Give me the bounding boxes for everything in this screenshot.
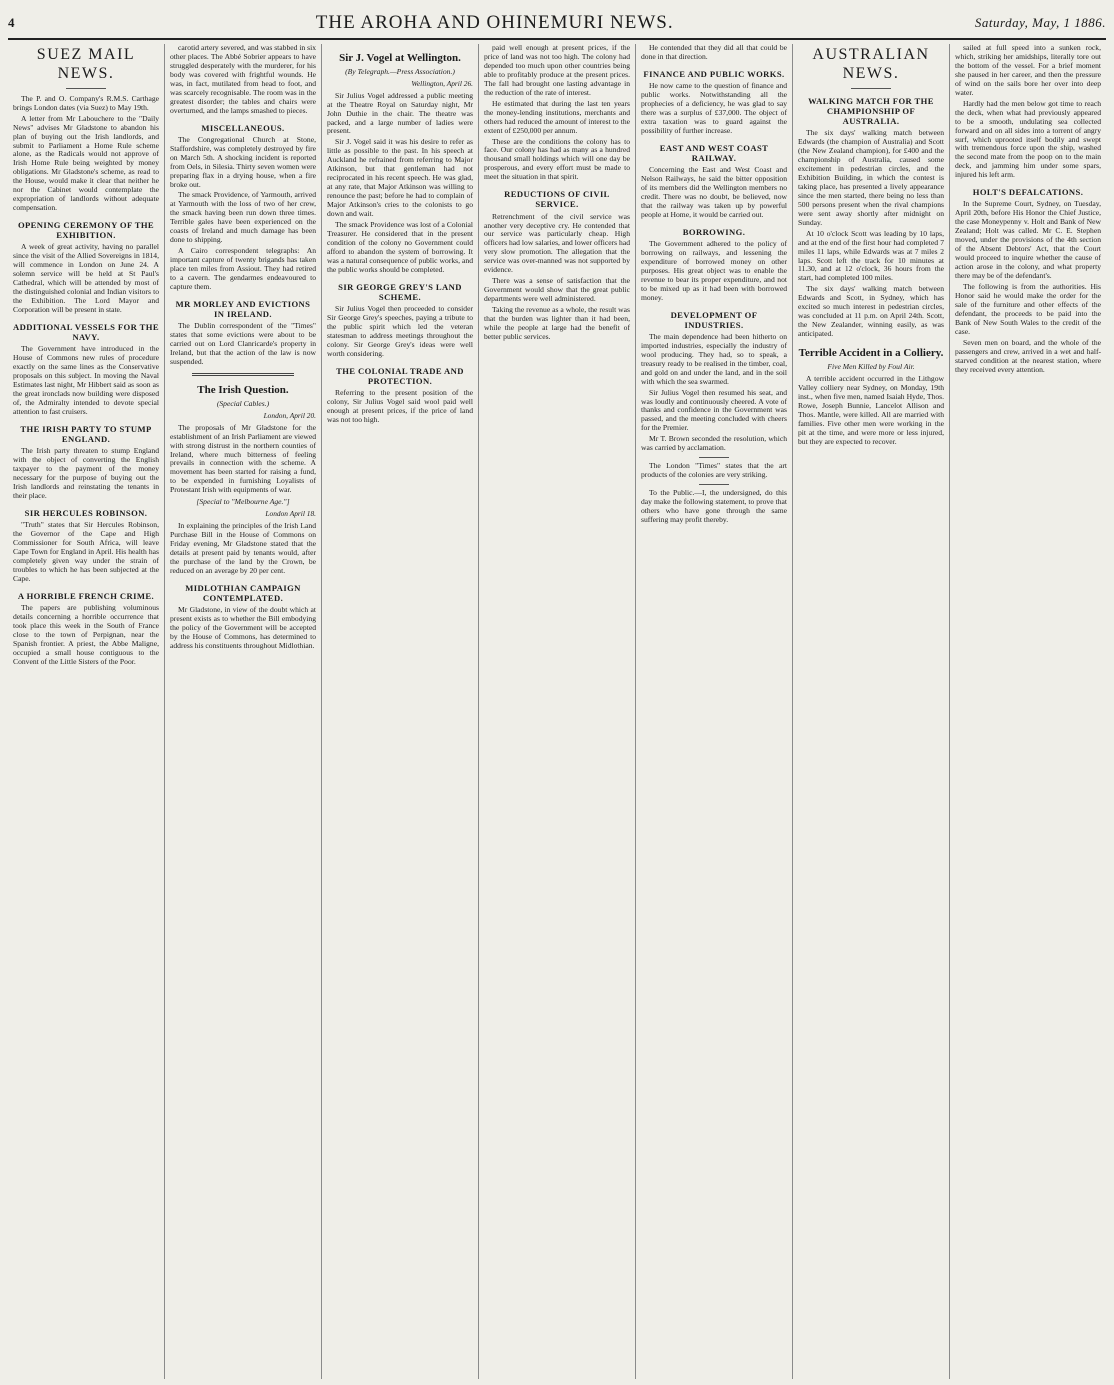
column-7 bbox=[950, 44, 1106, 1379]
page-columns bbox=[8, 44, 1106, 1379]
article-paragraph: In explaining the principles of the Irish Land Purchase Bill in the House of Commons on Friday evening, Mr Gladstone stated that the details at present paid by tenants would, after the purchase of the land by the Crown, be reduced on an average by 20 per cent. bbox=[170, 520, 316, 575]
article-paragraph: The London "Times" states that the art products of the colonies are very striking. bbox=[641, 461, 787, 480]
dateline: Wellington, April 26. bbox=[411, 78, 473, 88]
article-paragraph: A week of great activity, having no parallel since the visit of the Allied Sovereigns in 1814, will commence in London on June 24. A solemn service will be held at St Paul's Cathedral, which will be attended by most of the distinguished colonial and Indian visitors to the Exhibition. The Lord Mayor and Corporation will be present in state. bbox=[13, 242, 159, 315]
article-paragraph: Sir J. Vogel said it was his desire to refer as little as possible to the past. In his speech at Auckland he refrained from referring to Major Atkinson, but that gentleman had not reciprocated in his recent speech. He was glad, at any rate, that Major Atkinson was willing to renounce the past; before he had to complain of Major Atkinson's cries to the colonists to go down and wait. bbox=[327, 137, 473, 219]
article-paragraph: The following is from the authorities. His Honor said he would make the order for the sale of the furniture and other effects of the defendant, the proceeds to be paid into the Bank of New South Wales to the credit of the case. bbox=[955, 282, 1101, 336]
section-heading: HOLT'S DEFALCATIONS. bbox=[972, 187, 1084, 198]
article-paragraph: The Irish party threaten to stump England with the object of converting the English taxpayer to the payment of the money necessary for the purpose of buying out the Irish landlords and reinstating the tenants in their place. bbox=[13, 446, 159, 500]
section-heading: A HORRIBLE FRENCH CRIME. bbox=[17, 590, 155, 601]
column-3 bbox=[322, 44, 479, 1379]
section-heading: Terrible Accident in a Colliery. bbox=[798, 347, 944, 360]
article-paragraph: Mr T. Brown seconded the resolution, which was carried by acclamation. bbox=[641, 434, 787, 453]
column-1 bbox=[8, 44, 165, 1379]
article-paragraph: The Government have introduced in the House of Commons new rules of procedure exactly on the same lines as the Conservative proposals on this subject. In moving the Naval Estimates last night, Mr Hibbert said as soon as the great ironclads now building were disposed of, the Admiralty intended to devote special attention to fast cruisers. bbox=[13, 344, 159, 416]
article-paragraph: Retrenchment of the civil service was another very deceptive cry. He contended that our service was particularly cheap. High officers had low salaries, and lower officers had very slow promotion. The allegation that the service was over-manned was not supported by evidence. bbox=[484, 211, 630, 275]
section-heading: OPENING CEREMONY OF THE EXHIBITION. bbox=[17, 220, 155, 241]
article-paragraph: Sir Julius Vogel then proceeded to consider Sir George Grey's speeches, paying a tribute to the public spirit which led the veteran statesman to address meetings throughout the colony. Sir George Grey's ideas were well worth considering. bbox=[327, 304, 473, 358]
column-5 bbox=[636, 44, 793, 1379]
section-divider bbox=[699, 484, 729, 485]
article-paragraph: The main dependence had been hitherto on imported industries, especially the industry of wool producing. They had, so to speak, a treasury ready to be realised in the timber, coal, and gold on and under the land, and in the soil with which the sea swarmed. bbox=[641, 331, 787, 386]
section-heading: SIR HERCULES ROBINSON. bbox=[24, 507, 148, 518]
article-paragraph: Concerning the East and West Coast and Nelson Railways, he said the bitter opposition of its members did the Wellington members no credit. There was no doubt, be believed, now that the railway was taken up by powerful people at Home, it would be carried out. bbox=[641, 165, 787, 219]
article-paragraph: The smack Providence, of Yarmouth, arrived at Yarmouth with the loss of two of her crew, the smack having been run down three times. Terrible gales have been experienced on the coasts of Ireland and much damage has been done to shipping. bbox=[170, 190, 316, 245]
section-heading: EAST AND WEST COAST RAILWAY. bbox=[659, 142, 769, 163]
article-paragraph: The Congregational Church at Stone, Staffordshire, was completely destroyed by fire on March 5th. A shocking incident is reported from Oels, in Silesia. Thirty seven women were preparing flax in a drying house, when a fire broke out. bbox=[170, 134, 316, 189]
article-paragraph: A terrible accident occurred in the Lithgow Valley colliery near Sydney, on Monday, 19th inst., when five men, named Isaiah Hyde, Thos. Rowe, Joseph Bunnie, Lancelot Allison and Thos. Mantle, were killed. All are married with families. Five other men were working in the pit at the time, and were more or less injured, but they are expected to recover. bbox=[798, 374, 944, 446]
section-heading: WALKING MATCH FOR THE CHAMPIONSHIP OF AUSTRALIA. bbox=[808, 95, 934, 127]
section-heading: The Irish Question. bbox=[197, 384, 289, 397]
subheading: (Special Cables.) bbox=[216, 398, 270, 408]
section-heading: MISCELLANEOUS. bbox=[201, 122, 285, 133]
article-paragraph: paid well enough at present prices, if the price of land was not too high. The colony had depended too much upon other countries being able to profitably produce at the present prices. The fall had brought one lasting advantage in the reduction of the rate of interest. bbox=[484, 44, 630, 97]
header-rule bbox=[851, 88, 891, 89]
article-paragraph: Taking the revenue as a whole, the result was that the burden was lighter than it had been, while the people at large had the benefit of better public services. bbox=[484, 305, 630, 341]
article-paragraph: Referring to the present position of the colony, Sir Julius Vogel said wool paid well enough at present prices, if the price of land was not too high. bbox=[327, 388, 473, 424]
suez-mail-news-header: SUEZ MAIL NEWS. bbox=[36, 46, 136, 82]
column-4 bbox=[479, 44, 636, 1379]
article-paragraph: The Government adhered to the policy of borrowing on railways, and lessening the expenditure of borrowed money on other purposes. His great object was to enable the revenue to bear its proper expenditure, and not to be mixed up as it had been with borrowed money. bbox=[641, 238, 787, 302]
section-heading: SIR GEORGE GREY'S LAND SCHEME. bbox=[338, 281, 462, 302]
article-paragraph: The Dublin correspondent of the "Times" states that some evictions were about to be carried out on Lord Clanricarde's property in Ireland, but that the action of the law is now suspended. bbox=[170, 321, 316, 367]
article-paragraph: Seven men on board, and the whole of the passengers and crew, arrived in a wet and half-starved condition at the nearest station, where they received every attention. bbox=[955, 337, 1101, 374]
column-2 bbox=[165, 44, 322, 1379]
article-paragraph: The six days' walking match between Edwards (the champion of Australia) and Scott (the New Zealand champion), for £400 and the championship of Australia, caused some excitement in pedestrian circles, and the Exhibition Building, in which the contest is taking place, has presented a lively appearance since the men started, there being no less than 500 persons present when the rival champions were sent away shortly after midnight on Sunday. bbox=[798, 128, 944, 227]
section-heading: THE COLONIAL TRADE AND PROTECTION. bbox=[336, 365, 464, 386]
article-paragraph: Mr Gladstone, in view of the doubt which at present exists as to whether the Bill embodying the policy of the Government will be accepted by the House of Commons, has determined to address his constituents throughout Midlothian. bbox=[170, 604, 316, 650]
article-paragraph: sailed at full speed into a sunken rock, which, striking her amidships, literally tore out the bottom of the vessel. For a brief moment she paused in her career, and then the pressure of wind on the sails bore her over into deep water. bbox=[955, 44, 1101, 97]
article-paragraph: At 10 o'clock Scott was leading by 10 laps, and at the end of the first hour had completed 7 miles 11 laps, while Edwards was at 7 miles 2 laps. Scott left the track for 10 minutes at 11.30, and at 12 o'clock, 36 hours from the start, had completed 100 miles. bbox=[798, 228, 944, 283]
section-heading: FINANCE AND PUBLIC WORKS. bbox=[643, 68, 785, 79]
article-paragraph: Hardly had the men below got time to reach the deck, when what had previously appeared to be a smooth, undulating sea collected forward and on all sides into a torrent of angry surf, which uprooted itself bodily and swept with tremendous force upon the ship, washed the second mate from the poop on to the main deck, and jamming him under some spars, injured his left arm. bbox=[955, 98, 1101, 180]
section-divider bbox=[192, 373, 294, 376]
article-paragraph: In the Supreme Court, Sydney, on Tuesday, April 20th, before His Honor the Chief Justice, the case Moneypenny v. Holt and Bank of New Zealand; Holt was called. Mr C. E. Stephen moved, under the provisions of the 4th section of the Absent Debtors' Act, that the Court would proceed to inquire whether the cause of action arose in the colony, and what property there may be of the defendant's. bbox=[955, 199, 1101, 281]
column-6 bbox=[793, 44, 950, 1379]
article-paragraph: He contended that they did all that could be done in that direction. bbox=[641, 44, 787, 61]
article-paragraph: There was a sense of satisfaction that the Government would show that the great public departments were well administered. bbox=[484, 276, 630, 304]
section-heading: BORROWING. bbox=[682, 226, 746, 237]
subheading: Five Men Killed by Foul Air. bbox=[827, 362, 915, 372]
article-paragraph: He now came to the question of finance and public works. Notwithstanding all the prophecies of a deficiency, he was glad to say there was a surplus of £37,000. The object of extra taxation was to guard against the possibility of further increase. bbox=[641, 81, 787, 135]
newspaper-title: THE AROHA AND OHINEMURI NEWS. bbox=[315, 12, 674, 33]
masthead bbox=[8, 8, 1106, 40]
article-paragraph: A letter from Mr Labouchere to the "Daily News" advises Mr Gladstone to abandon his plan of buying out the Irish landlords, and submit to Parliament a Home Rule scheme alone, as the Radicals would not approve of Irish Home Rule being weighted by money obligations. Mr Gladstone's scheme, as read to the House, would make it clear that neither he nor the Cabinet would contemplate the expropriation of landlords without adequate compensation. bbox=[13, 113, 159, 213]
issue-date: Saturday, May, 1 1886. bbox=[974, 15, 1106, 30]
article-paragraph: The P. and O. Company's R.M.S. Carthage brings London dates (via Suez) to May 19th. bbox=[13, 93, 159, 112]
australian-news-header: AUSTRALIAN NEWS. bbox=[812, 46, 930, 82]
article-paragraph: These are the conditions the colony has to face. Our colony has had as many as a hundred thousand small holdings which will one day be prosperous, and every effort must be made to meet the situation in that spirit. bbox=[484, 136, 630, 182]
section-divider bbox=[699, 457, 729, 458]
article-paragraph: The papers are publishing voluminous details concerning a horrible occurrence that took place this week in the South of France close to the town of Perpignan, near the Spanish frontier. A priest, the Abbe Maligne, occupied a small house contiguous to the Convent of the Little Sisters of the Poor. bbox=[13, 602, 159, 666]
article-paragraph: Sir Julius Vogel addressed a public meeting at the Theatre Royal on Saturday night, Mr John Duthie in the chair. The theatre was packed, and a large number of ladies were present. bbox=[327, 90, 473, 136]
subheading: (By Telegraph.—Press Association.) bbox=[345, 66, 455, 76]
article-paragraph: Sir Julius Vogel then resumed his seat, and was loudly and continuously cheered. A vote of thanks and confidence in the Government was passed, and the meeting concluded with cheers for the Premier. bbox=[641, 387, 787, 433]
article-paragraph: A Cairo correspondent telegraphs: An important capture of twenty brigands has taken place ten miles from Assiout. They had retired to a cavern. The gendarmes endeavoured to capture them. bbox=[170, 246, 316, 292]
article-paragraph: The smack Providence was lost of a Colonial Treasurer. He considered that in the present condition of the colony no Government could afford to abandon the system of borrowing. It was a natural consequence of public works, and the public works should be completed. bbox=[327, 220, 473, 274]
section-heading: MIDLOTHIAN CAMPAIGN CONTEMPLATED. bbox=[185, 582, 301, 603]
dateline: London April 18. bbox=[265, 509, 316, 519]
header-rule bbox=[66, 88, 106, 89]
section-heading: THE IRISH PARTY TO STUMP ENGLAND. bbox=[20, 423, 152, 445]
section-heading: ADDITIONAL VESSELS FOR THE NAVY. bbox=[13, 322, 159, 343]
article-paragraph: He estimated that during the last ten years the money-lending institutions, merchants and others had reduced the amount of interest to the extent of £250,000 per annum. bbox=[484, 98, 630, 135]
article-paragraph: The proposals of Mr Gladstone for the establishment of an Irish Parliament are viewed with strong distrust in the northern counties of Ireland, where much bitterness of feeling prevails in connection with the scheme. A movement has been started for raising a fund, to be expended in furnishing Loyalists of Protestant Irish with equipments of war. bbox=[170, 422, 316, 495]
subheading: [Special to "Melbourne Age."] bbox=[196, 497, 290, 507]
advertisement-text: To the Public.—I, the undersigned, do this day make the following statement, to prove that others who have gone through the same suffering may profit thereby. bbox=[641, 488, 787, 525]
section-heading: REDUCTIONS OF CIVIL SERVICE. bbox=[504, 189, 610, 210]
section-heading: Sir J. Vogel at Wellington. bbox=[339, 52, 461, 64]
article-paragraph: "Truth" states that Sir Hercules Robinson, the Governor of the Cape and High Commissioner for South Africa, will leave Cape Town for England in April. His health has completely given way under the strain of troubles to which he has been subjected at the Cape. bbox=[13, 520, 159, 583]
article-paragraph: carotid artery severed, and was stabbed in six other places. The Abbé Sobrier appears to have struggled desperately with the murderer, for his body was covered with frightful wounds. He was, in fact, mutilated from head to foot, and was scarcely recognisable. The room was in the greatest disorder; the tables and chairs were overturned, and the lamps smashed to pieces. bbox=[170, 44, 316, 115]
article-paragraph: The six days' walking match between Edwards and Scott, in Sydney, which has excited so much interest in pedestrian circles, was concluded at 11 p.m. on April 24th. Scott, the New Zealander, winning easily, as was anticipated. bbox=[798, 284, 944, 339]
dateline: London, April 20. bbox=[263, 410, 316, 420]
section-heading: MR MORLEY AND EVICTIONS IN IRELAND. bbox=[175, 298, 311, 320]
section-heading: DEVELOPMENT OF INDUSTRIES. bbox=[670, 309, 758, 330]
page-number: 4 bbox=[8, 15, 15, 30]
